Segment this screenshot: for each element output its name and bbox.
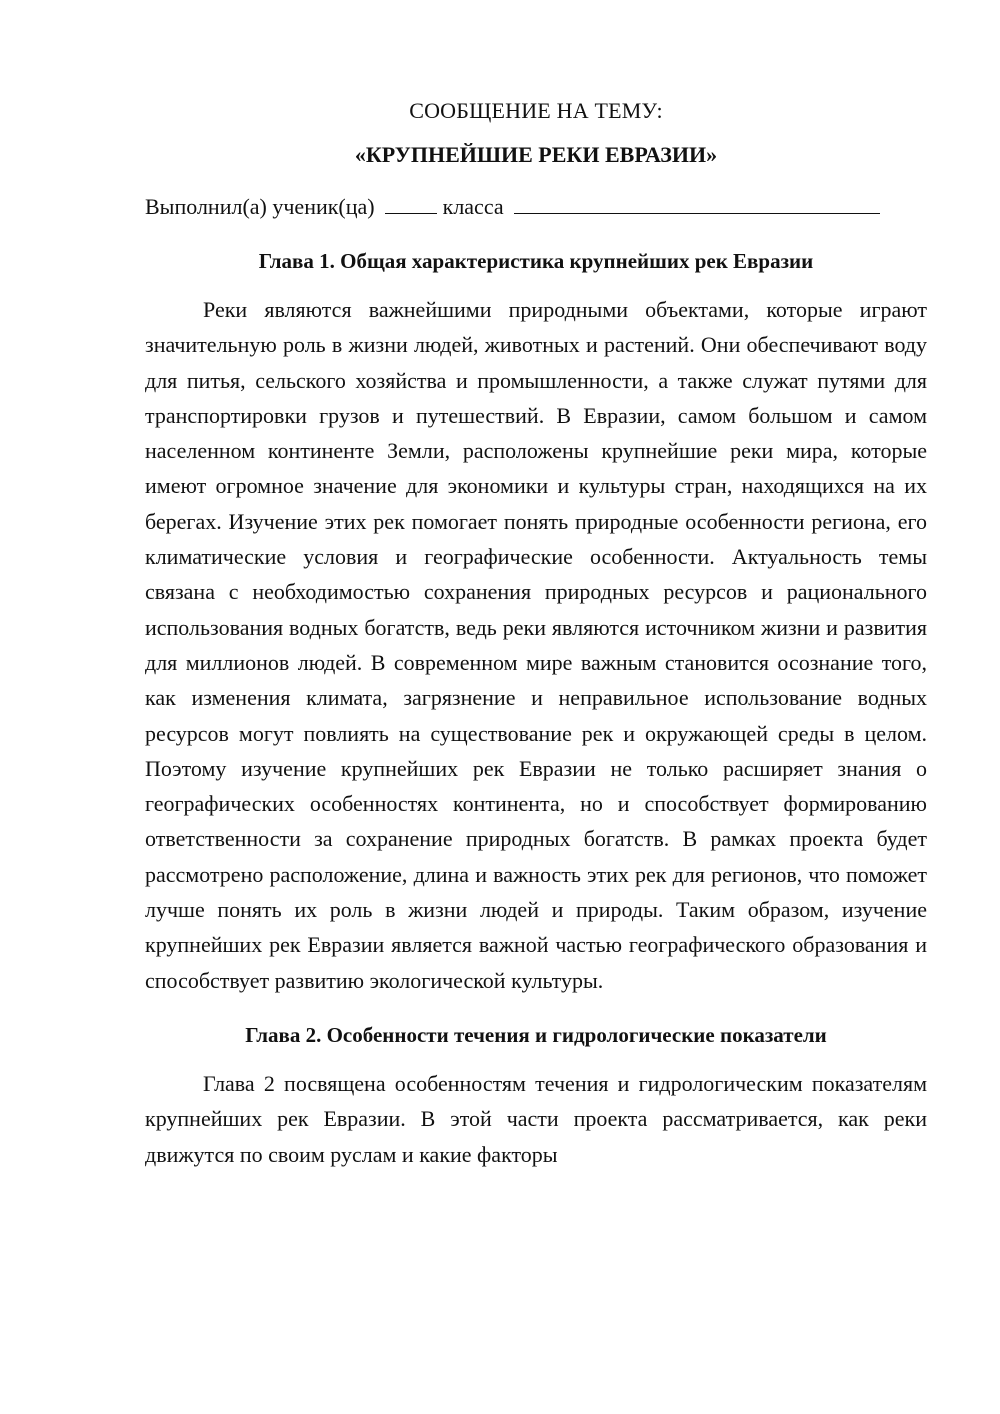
chapter-1-paragraph: Реки являются важнейшими природными объектами, которые играют значительную роль в жизни людей, животных и растений. Они обеспечивают воду для питья, сельского хозяйства и промышленности, а также служат путями для транспортировки грузов и путешествий. В Евразии, самом большом и самом населенном континенте Земли, расположены крупнейшие реки мира, которые имеют огромное значение для экономики и культуры стран, находящихся на их берегах. Изучение этих рек помогает понять природные особенности региона, его климатические условия и географические особенности. Актуальность темы связана с необходимостью сохранения природных ресурсов и рационального использования водных богатств, ведь реки являются источником жизни и развития для миллионов людей. В современном мире важным становится осознание того, как изменения климата, загрязнение и неправильное использование водных ресурсов могут повлиять на существование рек и окружающей среды в целом. Поэтому изучение крупнейших рек Евразии не только расширяет знания о географических особенностях континента, но и способствует формированию ответственности за сохранение природных богатств. В рамках проекта будет рассмотрено расположение, длина и важность этих рек для регионов, что поможет лучше понять их роль в жизни людей и природы. Таким образом, изучение крупнейших рек Евразии является важной частью географического образования и способствует развитию экологической культуры. — [145, 297, 927, 993]
chapter-1-heading: Глава 1. Общая характеристика крупнейших рек Евразии — [258, 249, 814, 273]
class-number-blank — [385, 193, 437, 214]
chapter-2-heading: Глава 2. Особенности течения и гидрологические показатели — [245, 1022, 827, 1047]
author-class-word: класса — [442, 194, 504, 219]
title-topic-line: СООБЩЕНИЕ НА ТЕМУ: — [409, 98, 663, 123]
class-name-blank — [514, 193, 880, 214]
chapter-2-paragraph: Глава 2 посвящена особенностям течения и гидрологическим показателям крупнейших рек Евразии. В этой части проекта рассматривается, как реки движутся по своим руслам и какие факторы — [145, 1070, 927, 1167]
title-theme-line: «КРУПНЕЙШИЕ РЕКИ ЕВРАЗИИ» — [354, 142, 718, 167]
author-line — [145, 192, 927, 222]
author-prefix: Выполнил(а) ученик(ца) — [145, 194, 375, 219]
document-body — [145, 94, 927, 1172]
